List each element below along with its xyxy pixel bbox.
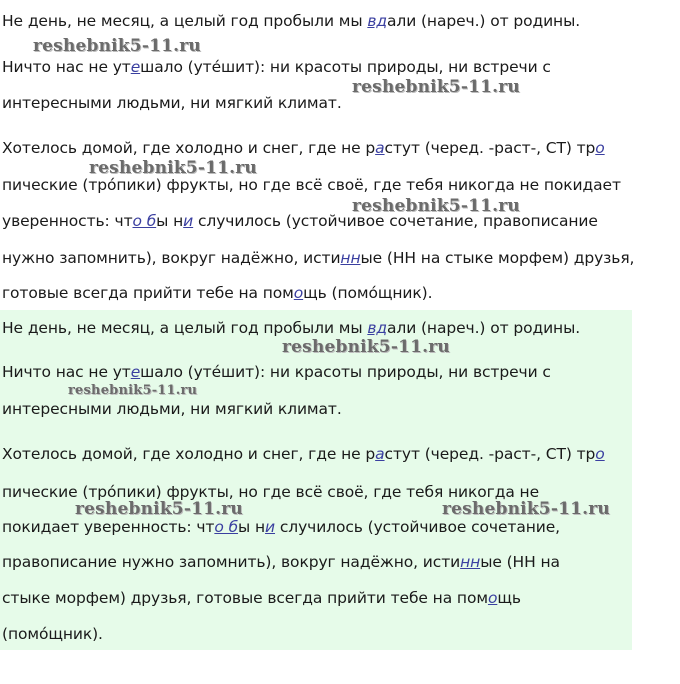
text-segment: случилось (устойчивое сочетание, [275, 518, 560, 536]
watermark: reshebnik5-11.ru [33, 36, 201, 56]
text-segment: шало (утéшит): ни красоты природы, ни встречи с [140, 363, 551, 381]
text-segment: ые (НН на стыке морфем) друзья, [360, 249, 635, 267]
text-segment: стут (черед. -раст-, СТ) тр [384, 139, 596, 157]
text-segment: правописание нужно запомнить), вокруг надёжно, исти [2, 553, 461, 571]
highlighted-letters: нн [460, 553, 481, 571]
highlighted-letters: о [595, 445, 605, 463]
answer-text-block [0, 310, 632, 650]
text-line [2, 552, 560, 572]
text-line [2, 138, 605, 158]
text-segment: случилось (устойчивое сочетание, правописание [193, 212, 598, 230]
text-segment: стут (черед. -раст-, СТ) тр [384, 445, 596, 463]
text-segment: али (нареч.) от родины. [386, 12, 581, 30]
highlighted-letters: е [130, 363, 141, 381]
highlighted-letters: о [293, 284, 304, 302]
highlighted-letters: о б [132, 212, 157, 230]
watermark: reshebnik5-11.ru [442, 499, 610, 519]
text-line [2, 211, 598, 231]
text-segment: ы н [156, 212, 184, 230]
watermark: reshebnik5-11.ru [282, 337, 450, 357]
text-line [2, 11, 580, 31]
text-segment: ые (НН на [480, 553, 560, 571]
text-line [2, 517, 560, 537]
text-segment: готовые всегда прийти тебе на пом [2, 284, 294, 302]
text-line: (помóщник). [2, 625, 103, 643]
highlighted-letters: и [183, 212, 194, 230]
watermark: reshebnik5-11.ru [352, 196, 520, 216]
highlighted-letters: о б [214, 518, 239, 536]
highlighted-letters: нн [340, 249, 361, 267]
text-line: пические (трóпики) фрукты, но где всё своё, где тебя никогда не [2, 483, 540, 501]
text-line [2, 248, 634, 268]
question-text-block [0, 0, 680, 310]
highlighted-letters: о [487, 589, 498, 607]
text-segment: али (нареч.) от родины. [386, 319, 581, 337]
watermark: reshebnik5-11.ru [89, 158, 257, 178]
text-segment: уверенность: чт [2, 212, 133, 230]
text-segment: Ничто нас не ут [2, 58, 131, 76]
text-segment: Хотелось домой, где холодно и снег, где не р [2, 445, 376, 463]
highlighted-letters: вд [367, 319, 387, 337]
text-segment: покидает уверенность: чт [2, 518, 215, 536]
text-line: интересными людьми, ни мягкий климат. [2, 94, 342, 112]
highlighted-letters: и [265, 518, 276, 536]
highlighted-letters: а [375, 445, 385, 463]
text-segment: ы н [238, 518, 266, 536]
text-line [2, 57, 551, 77]
text-segment: шало (утéшит): ни красоты природы, ни встречи с [140, 58, 551, 76]
text-segment: нужно запомнить), вокруг надёжно, исти [2, 249, 341, 267]
watermark: reshebnik5-11.ru [75, 499, 243, 519]
text-line [2, 588, 521, 608]
text-line: интересными людьми, ни мягкий климат. [2, 400, 342, 418]
text-segment: Не день, не месяц, а целый год пробыли мы [2, 12, 368, 30]
watermark: reshebnik5-11.ru [68, 383, 198, 398]
highlighted-letters: а [375, 139, 385, 157]
text-segment: Не день, не месяц, а целый год пробыли мы [2, 319, 368, 337]
text-line [2, 444, 605, 464]
text-segment: Ничто нас не ут [2, 363, 131, 381]
highlighted-letters: вд [367, 12, 387, 30]
text-segment: стыке морфем) друзья, готовые всегда прийти тебе на пом [2, 589, 488, 607]
text-line [2, 362, 551, 382]
text-segment: щь (помóщник). [303, 284, 433, 302]
text-line [2, 318, 580, 338]
highlighted-letters: о [595, 139, 605, 157]
watermark: reshebnik5-11.ru [352, 77, 520, 97]
text-line [2, 283, 432, 303]
text-segment: щь [497, 589, 521, 607]
text-line: пические (трóпики) фрукты, но где всё своё, где тебя никогда не покидает [2, 176, 621, 194]
text-segment: Хотелось домой, где холодно и снег, где не р [2, 139, 376, 157]
highlighted-letters: е [130, 58, 141, 76]
